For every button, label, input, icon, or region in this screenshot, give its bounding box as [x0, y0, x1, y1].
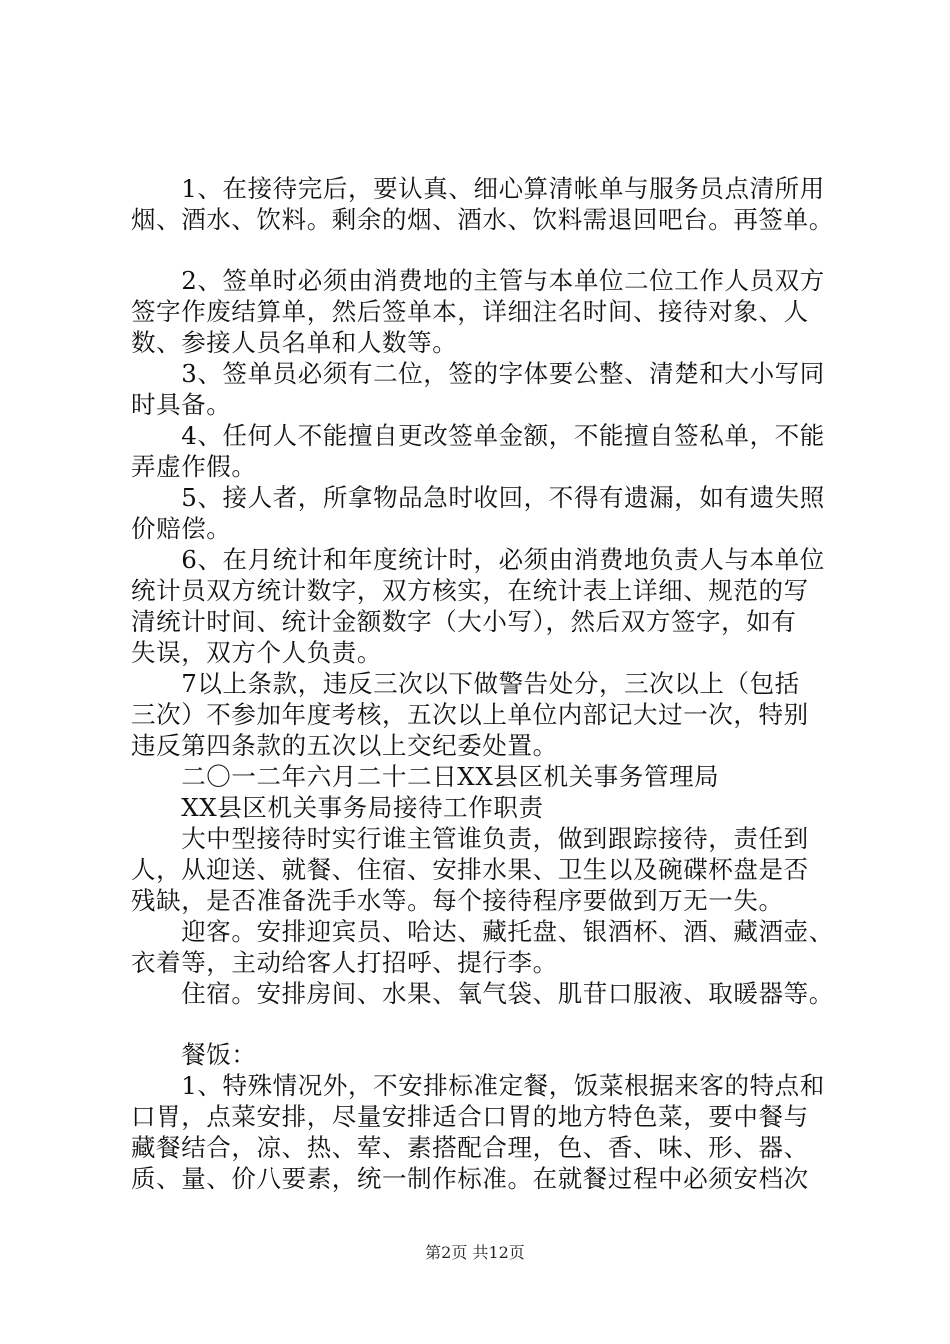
text-line: 残缺，是否准备洗手水等。每个接待程序要做到万无一失。 — [131, 886, 784, 915]
text-line: 1、在接待完后，要认真、细心算清帐单与服务员点清所用 — [131, 174, 825, 203]
page-number-footer: 第2页 共12页 — [425, 1243, 525, 1262]
text-line: 人，从迎送、就餐、住宿、安排水果、卫生以及碗碟杯盘是否 — [131, 855, 809, 884]
text-line: 烟、酒水、饮料。剩余的烟、酒水、饮料需退回吧台。再签单。 — [131, 205, 834, 234]
text-line: 5、接人者，所拿物品急时收回，不得有遗漏，如有遗失照 — [131, 483, 825, 512]
text-line: 迎客。安排迎宾员、哈达、藏托盘、银酒杯、酒、藏酒壶、 — [131, 917, 834, 946]
text-line: 数、参接人员名单和人数等。 — [131, 328, 458, 357]
text-line: 住宿。安排房间、水果、氧气袋、肌苷口服液、取暖器等。 — [131, 979, 834, 1008]
text-line: 签字作废结算单，然后签单本，详细注名时间、接待对象、人 — [131, 297, 809, 326]
text-line: 衣着等，主动给客人打招呼、提行李。 — [131, 948, 558, 977]
text-line: 统计员双方统计数字，双方核实，在统计表上详细、规范的写 — [131, 576, 809, 605]
text-line: 三次）不参加年度考核，五次以上单位内部记大过一次，特别 — [131, 700, 809, 729]
text-line: 失误，双方个人负责。 — [131, 638, 382, 667]
text-line: 3、签单员必须有二位，签的字体要公整、清楚和大小写同 — [131, 359, 825, 388]
text-line: 时具备。 — [131, 390, 232, 419]
text-line: 藏餐结合，凉、热、荤、素搭配合理，色、香、味、形、器、 — [131, 1133, 809, 1162]
text-line: 6、在月统计和年度统计时，必须由消费地负责人与本单位 — [131, 545, 825, 574]
text-line: 质、量、价八要素，统一制作标准。在就餐过程中必须安档次 — [131, 1164, 809, 1193]
text-line: 清统计时间、统计金额数字（大小写），然后双方签字，如有 — [131, 607, 797, 636]
text-line: 价赔偿。 — [131, 514, 232, 543]
text-line: 弄虚作假。 — [131, 452, 257, 481]
text-line: 大中型接待时实行谁主管谁负责，做到跟踪接待，责任到 — [131, 824, 809, 853]
text-line: 7以上条款，违反三次以下做警告处分，三次以上（包括 — [131, 669, 800, 698]
text-line: 口胃，点菜安排，尽量安排适合口胃的地方特色菜，要中餐与 — [131, 1102, 809, 1131]
text-line: 2、签单时必须由消费地的主管与本单位二位工作人员双方 — [131, 266, 825, 295]
text-line: 1、特殊情况外，不安排标准定餐，饭菜根据来客的特点和 — [131, 1071, 825, 1100]
text-line: 违反第四条款的五次以上交纪委处置。 — [131, 731, 558, 760]
text-line: 餐饭： — [131, 1040, 257, 1069]
text-line: 二〇一二年六月二十二日XX县区机关事务管理局 — [131, 762, 720, 791]
text-line: XX县区机关事务局接待工作职责 — [131, 793, 544, 822]
text-line: 4、任何人不能擅自更改签单金额，不能擅自签私单，不能 — [131, 421, 825, 450]
